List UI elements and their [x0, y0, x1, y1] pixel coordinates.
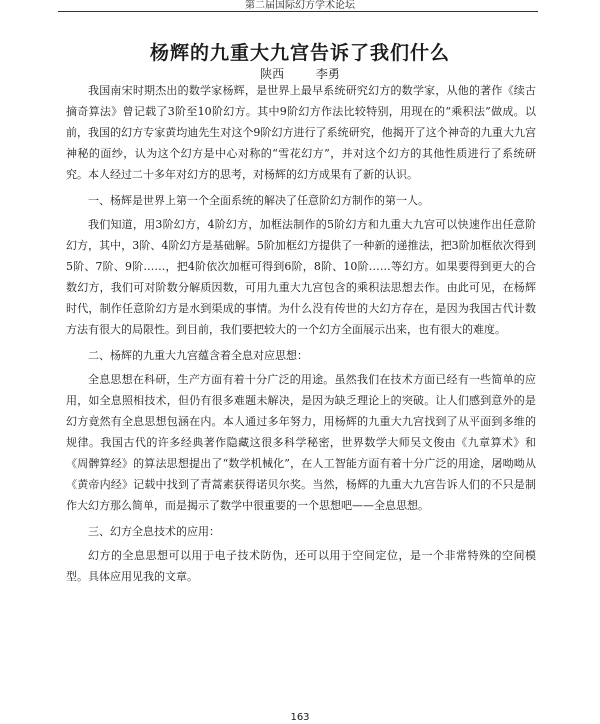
body-paragraph: 幻方的全息思想可以用于电子技术防伪，还可以用于空间定位，是一个非常特殊的空间模型。具体应用见我的文章。	[66, 549, 536, 583]
body-paragraph: 全息思想在科研，生产方面有着十分广泛的用途。虽然我们在技术方面已经有一些简单的应用，如全息照相技术，但仍有很多难题未解决，是因为缺乏理论上的突破。让人们感到意外的是幻方竟然有全息思想包涵在内。本人通过多年努力，用杨辉的九重大九宫找到了从平面到多维的规律。我国古代的许多经典著作隐藏这很多科学秘密，世界数学大师吴文俊由《九章算术》和《周髀算经》的算法思想提出了“数学机械化”，在人工智能方面有着十分广泛的用途，屠呦呦从《黄帝内经》记载中找到了青蒿素获得诺贝尔奖。当然，杨辉的九重大九宫告诉人们的不只是制作大幻方那么简单，而是揭示了数学中很重要的一个思想吧——全息思想。	[66, 373, 536, 512]
page-number: 163	[290, 712, 310, 723]
header-rule	[58, 11, 538, 12]
section-heading: 二、杨辉的九重大九宫蕴含着全息对应思想：	[88, 349, 308, 362]
paper-body	[66, 80, 536, 587]
paper-title: 杨辉的九重大九宫告诉了我们什么	[149, 42, 450, 64]
running-header: 第二届国际幻方学术论坛	[245, 0, 355, 11]
section-heading: 一、杨辉是世界上第一个全面系统的解决了任意阶幻方制作的第一人。	[88, 194, 429, 207]
section-heading: 三、幻方全息技术的应用：	[88, 525, 220, 538]
author-province: 陕西	[260, 67, 285, 81]
author-name: 李勇	[315, 67, 340, 81]
body-paragraph: 我们知道，用3阶幻方，4阶幻方，加框法制作的5阶幻方和九重大九宫可以快速作出任意阶幻方，其中，3阶、4阶幻方是基础解。5阶加框幻方提供了一种新的递推法，把3阶加框依次得到5阶、7阶、9阶……，把4阶依次加框可得到6阶，8阶、10阶……等幻方。如果要得到更大的合数幻方，我们可对阶数分解质因数，可用九重大九宫包含的乘积法思想去作。由此可见，在杨辉时代，制作任意阶幻方是水到渠成的事情。为什么没有传世的大幻方存在，是因为我国古代计数方法有很大的局限性。到目前，我们要把较大的一个幻方全面展示出来，也有很大的难度。	[66, 218, 536, 336]
body-paragraph: 我国南宋时期杰出的数学家杨辉，是世界上最早系统研究幻方的数学家，从他的著作《续古摘奇算法》曾记载了3阶至10阶幻方。其中9阶幻方作法比较特别，用现在的“乘积法”做成。以前，我国的幻方专家黄均迪先生对这个9阶幻方进行了系统研究，他揭开了这个神奇的九重大九宫神秘的面纱，认为这个幻方是中心对称的“雪花幻方”，并对这个幻方的其他性质进行了系统研究。本人经过二十多年对幻方的思考，对杨辉的幻方成果有了新的认识。	[66, 84, 536, 181]
